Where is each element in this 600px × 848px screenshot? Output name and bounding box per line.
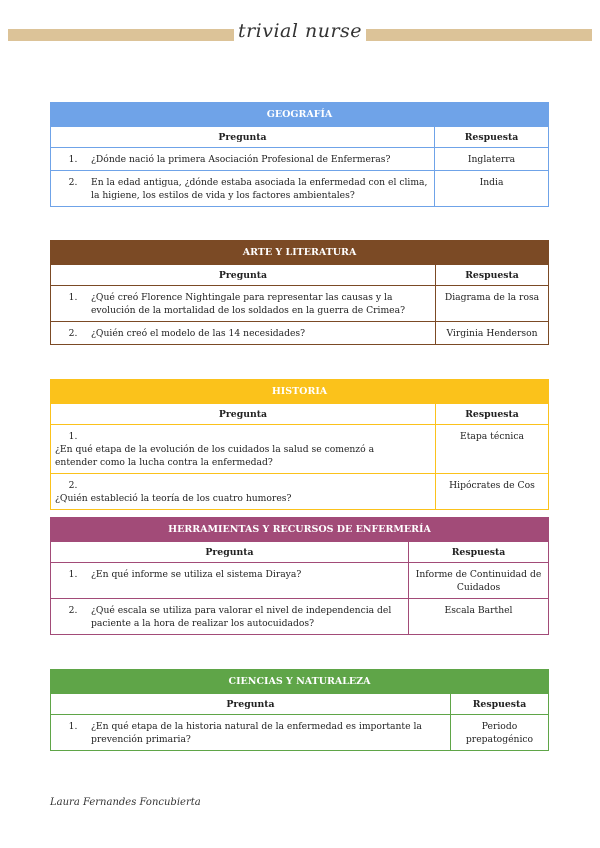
column-header-question: Pregunta [51, 127, 435, 148]
question-number: 1. [68, 721, 78, 732]
column-header-answer: Respuesta [436, 265, 549, 286]
question-number: 2. [68, 605, 78, 616]
question-row [51, 322, 549, 345]
author-footer: Laura Fernandes Foncubierta [50, 797, 201, 808]
question-row [51, 425, 549, 474]
answer-text: Hipócrates de Cos [436, 474, 549, 510]
answer-text: India [435, 171, 549, 207]
column-header-question: Pregunta [51, 404, 436, 425]
section-historia [50, 379, 549, 510]
section-ciencias-y-naturaleza [50, 669, 549, 751]
question-text: ¿En qué etapa de la historia natural de la enfermedad es importante la prevención primaria? [91, 721, 422, 745]
section-geografia [50, 102, 549, 207]
answer-text: Virginia Henderson [436, 322, 549, 345]
header-banner [8, 20, 592, 44]
page-title: trivial nurse [237, 20, 363, 42]
banner-bar-right [366, 29, 592, 41]
column-header-question: Pregunta [51, 265, 436, 286]
question-number: 2. [68, 177, 78, 188]
section-title: HERRAMIENTAS Y RECURSOS DE ENFERMERÍA [51, 518, 549, 542]
question-text: ¿Qué creó Florence Nightingale para representar las causas y la evolución de la mortalidad de los soldados en la guerra de Crimea? [91, 292, 405, 316]
section-title: HISTORIA [51, 380, 549, 404]
question-row [51, 286, 549, 322]
question-number: 1. [68, 569, 78, 580]
answer-text: Etapa técnica [436, 425, 549, 474]
question-text: ¿Quién estableció la teoría de los cuatro humores? [55, 493, 292, 504]
column-header-answer: Respuesta [436, 404, 549, 425]
section-herramientas-y-recursos [50, 517, 549, 635]
column-header-question: Pregunta [51, 694, 451, 715]
question-number: 2. [68, 480, 78, 491]
section-title: CIENCIAS Y NATURALEZA [51, 670, 549, 694]
question-number: 2. [68, 328, 78, 339]
question-row [51, 171, 549, 207]
question-text: ¿Quién creó el modelo de las 14 necesidades? [91, 328, 306, 339]
question-text: En la edad antigua, ¿dónde estaba asociada la enfermedad con el clima, la higiene, los estilos de vida y los factores ambientales? [91, 177, 428, 201]
column-header-answer: Respuesta [409, 542, 549, 563]
question-text: ¿En qué etapa de la evolución de los cuidados la salud se comenzó a entender como la lucha contra la enfermedad? [55, 444, 375, 468]
question-row [51, 148, 549, 171]
answer-text: Escala Barthel [409, 599, 549, 635]
answer-text: Periodo prepatogénico [451, 715, 549, 751]
answer-text: Informe de Continuidad de Cuidados [409, 563, 549, 599]
section-arte-y-literatura [50, 240, 549, 345]
banner-bar-left [8, 29, 234, 41]
question-row [51, 474, 549, 510]
question-row [51, 715, 549, 751]
question-row [51, 563, 549, 599]
answer-text: Diagrama de la rosa [436, 286, 549, 322]
column-header-answer: Respuesta [451, 694, 549, 715]
question-number: 1. [68, 431, 78, 442]
question-text: ¿En qué informe se utiliza el sistema Diraya? [91, 569, 302, 580]
question-number: 1. [68, 292, 78, 303]
question-text: ¿Dónde nació la primera Asociación Profesional de Enfermeras? [91, 154, 391, 165]
question-row [51, 599, 549, 635]
section-title: ARTE Y LITERATURA [51, 241, 549, 265]
answer-text: Inglaterra [435, 148, 549, 171]
section-title: GEOGRAFÍA [51, 103, 549, 127]
question-text: ¿Qué escala se utiliza para valorar el nivel de independencia del paciente a la hora de realizar los autocuidados? [91, 605, 392, 629]
column-header-answer: Respuesta [435, 127, 549, 148]
column-header-question: Pregunta [51, 542, 409, 563]
question-number: 1. [68, 154, 78, 165]
